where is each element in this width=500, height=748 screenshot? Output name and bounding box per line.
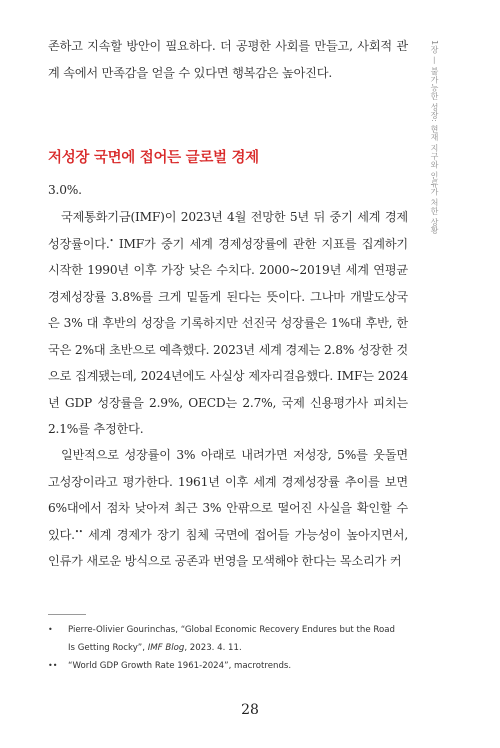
footnote-1-text: Pierre-Olivier Gourinchas, “Global Economic Recovery Endures but the Road Is Getting Rocky”, bbox=[68, 625, 395, 653]
paragraph-2-text: 일반적으로 성장률이 3% 아래로 내려가면 저성장, 5%를 웃돌면 고성장이라고 평가한다. 1961년 이후 세계 경제성장률 추이를 보면 6%대에서 점차 낮아져 최근 3% 안팎으로 떨어진 사실을 확인할 수 있다. bbox=[48, 448, 408, 542]
footnote-2-text: “World GDP Growth Rate 1961-2024”, macrotrends. bbox=[68, 661, 292, 671]
footnote-1-tail: , 2023. 4. 11. bbox=[184, 643, 242, 653]
footnote-marker-1: • bbox=[109, 236, 114, 245]
footnote-2 bbox=[48, 657, 398, 675]
running-head: 1장 — 불가능한 성장: 현재 지구와 인류가 처한 상황 bbox=[430, 40, 439, 235]
paragraph-1-text: 국제통화기금(IMF)이 2023년 4월 전망한 5년 뒤 중기 세계 경제성장률이다. bbox=[48, 210, 408, 251]
page-number: 28 bbox=[241, 702, 259, 718]
section-heading: 저성장 국면에 접어든 글로벌 경제 bbox=[48, 150, 259, 166]
footnote-divider bbox=[48, 614, 86, 615]
footnote-1 bbox=[48, 621, 398, 657]
intro-paragraph: 존하고 지속할 방안이 필요하다. 더 공평한 사회를 만들고, 사회적 관계 속에서 만족감을 얻을 수 있다면 행복감은 높아진다. bbox=[48, 39, 408, 80]
footnote-2-mark: •• bbox=[48, 661, 58, 670]
footnote-marker-2: •• bbox=[74, 527, 83, 536]
body-paragraph-2 bbox=[48, 442, 408, 575]
footnotes bbox=[48, 621, 398, 675]
footnote-1-mark: • bbox=[48, 625, 53, 634]
stat-line: 3.0%. bbox=[48, 183, 82, 197]
footnote-1-source: IMF Blog bbox=[147, 643, 185, 653]
paragraph-1-continued: IMF가 중기 세계 경제성장률에 관한 지표를 집계하기 시작한 1990년 이후 가장 낮은 수치다. 2000~2019년 세계 연평균 경제성장률 3.8%를 크게 밑돌게 된다는 뜻이다. 그나마 개발도상국은 3% 대 후반의 성장을 기록하지만 선진국 성장률은 1%대 후반, 한국은 2%대 초반으로 예측했다. 2023년 세계 경제는 2.8% 성장한 것으로 집계됐는데, 2024년에도 사실상 제자리걸음했다. IMF는 2024년 GDP 성장률을 2.9%, OECD는 2.7%, 국제 신용평가사 피치는 2.1%를 추정한다. bbox=[48, 236, 408, 436]
paragraph-2-continued: 세계 경제가 장기 침체 국면에 접어들 가능성이 높아지면서, 인류가 새로운 방식으로 공존과 번영을 모색해야 한다는 목소리가 커 bbox=[48, 527, 408, 568]
body-paragraph-1 bbox=[48, 204, 408, 443]
